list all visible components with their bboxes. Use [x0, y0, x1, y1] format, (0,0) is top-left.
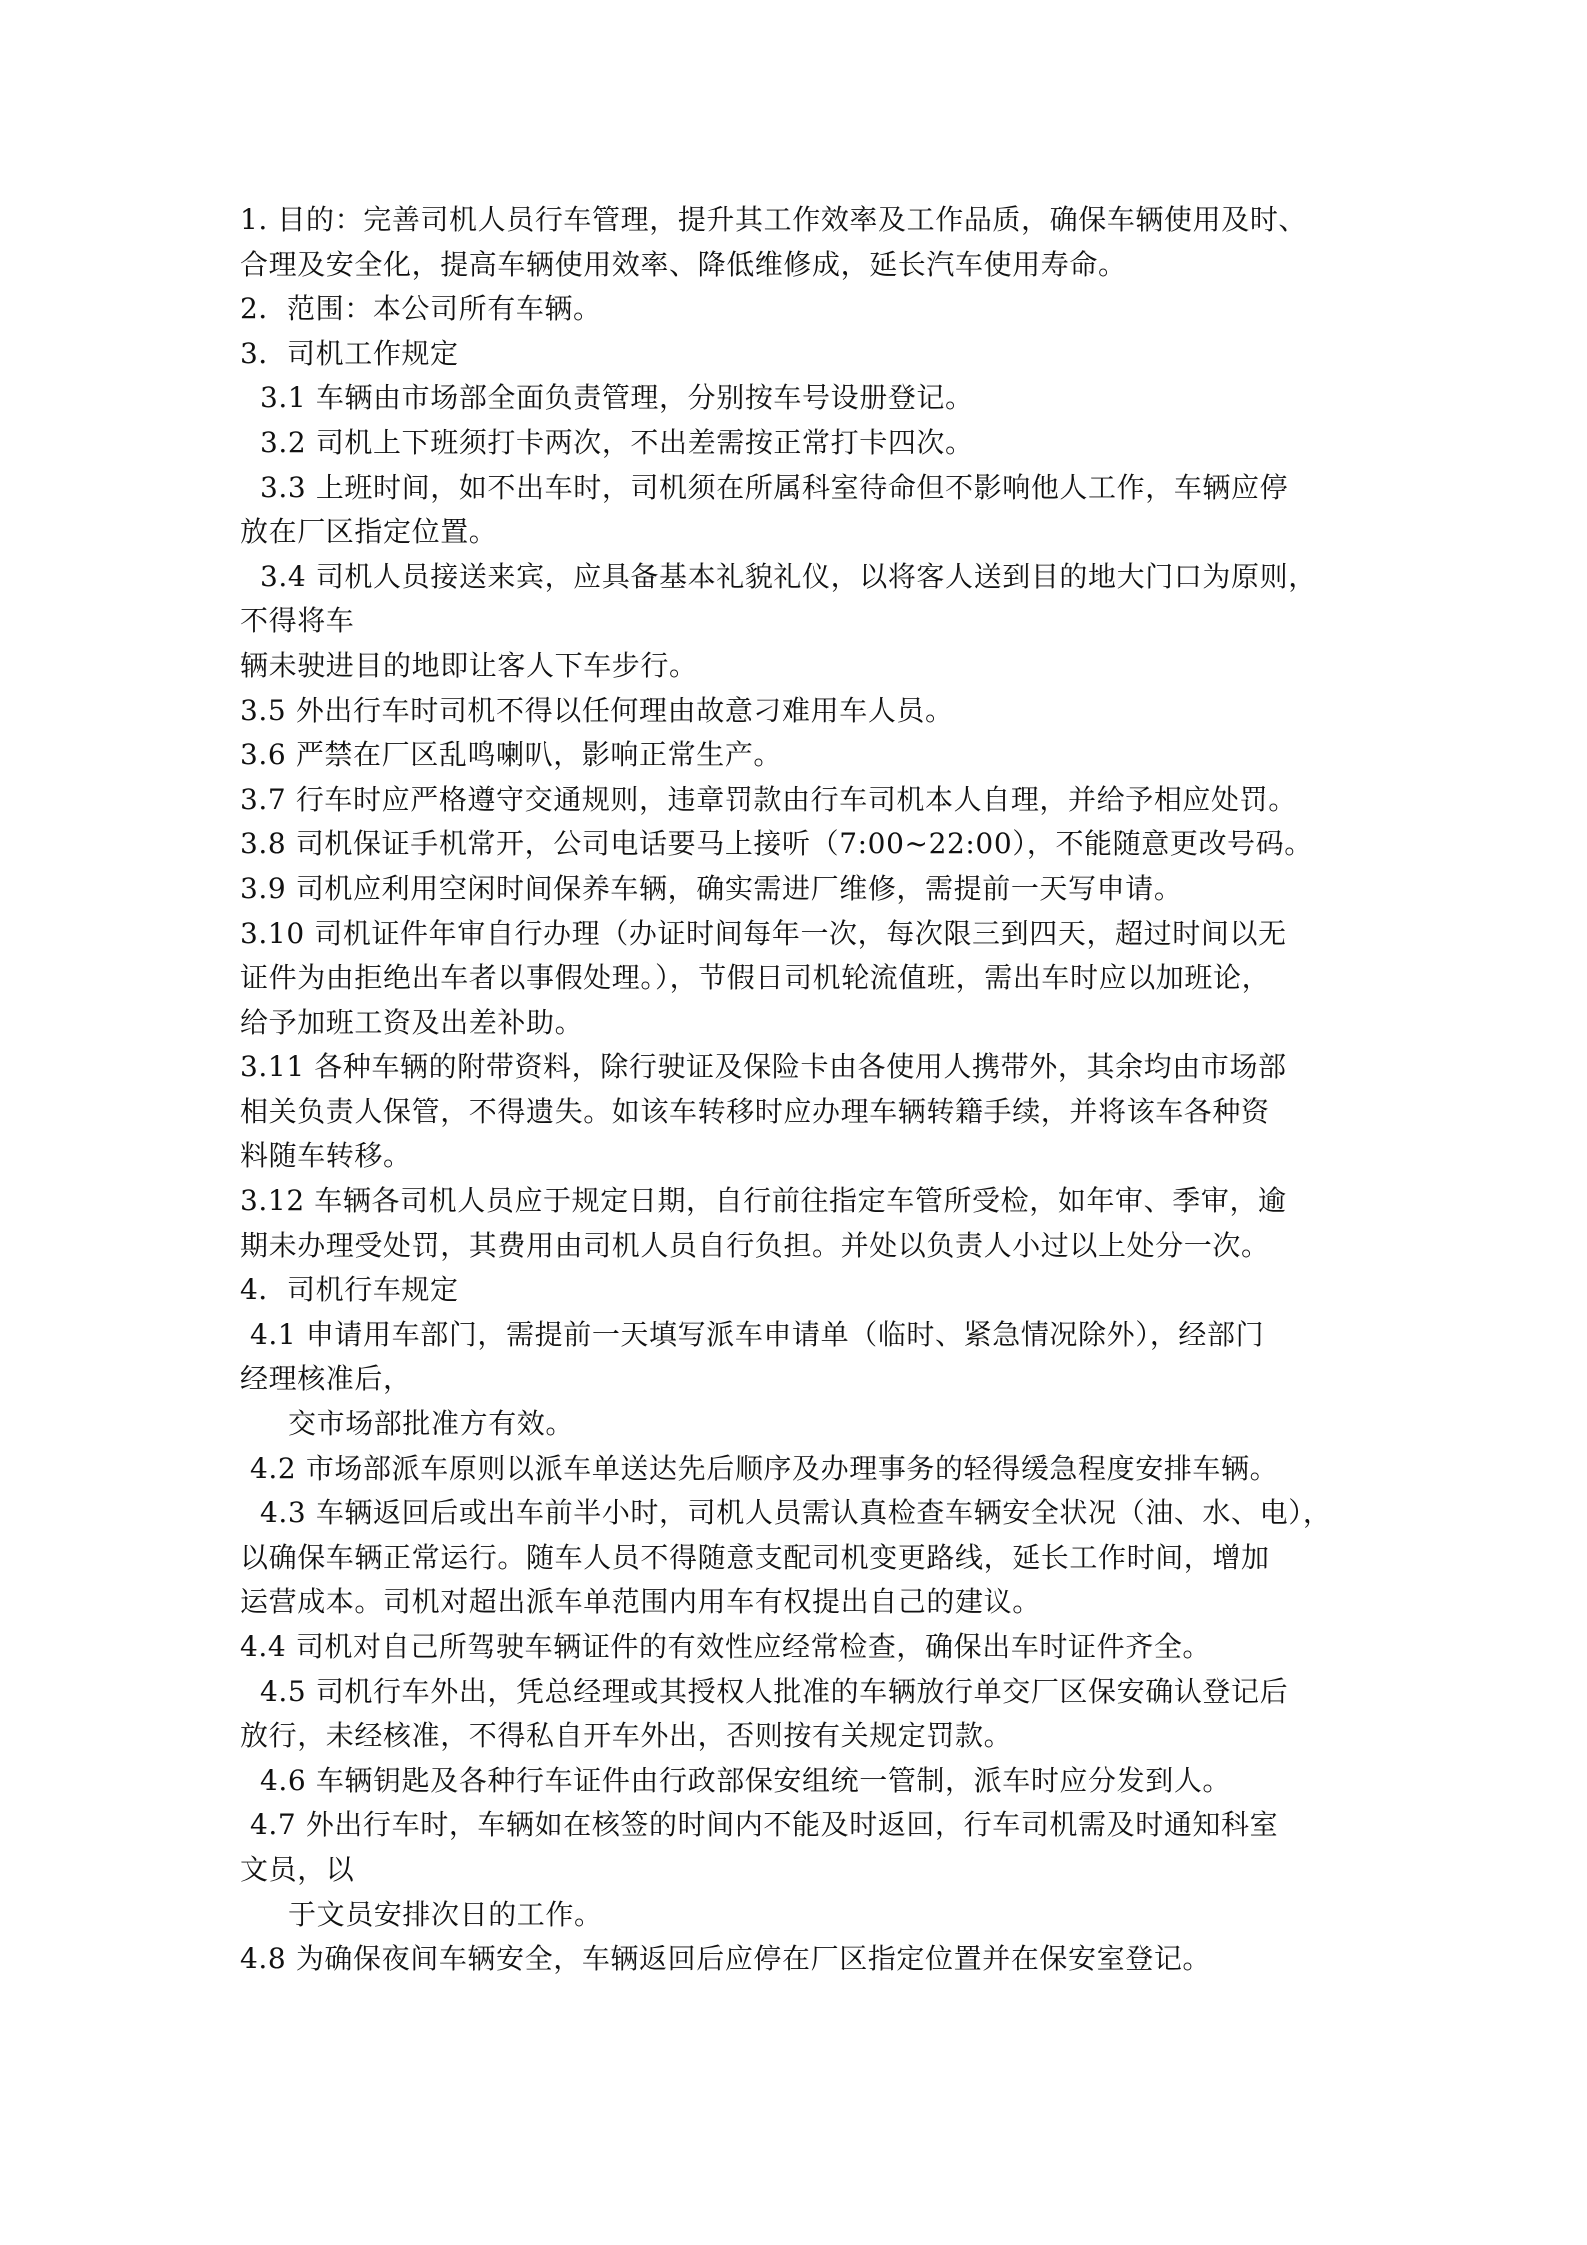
text-line: 放行，未经核准，不得私自开车外出，否则按有关规定罚款。	[240, 1719, 1013, 1753]
text-line: 辆未驶进目的地即让客人下车步行。	[240, 648, 698, 682]
text-line: 经理核准后，	[240, 1362, 412, 1396]
text-line: 4.5 司机行车外出，凭总经理或其授权人批准的车辆放行单交厂区保安确认登记后	[260, 1674, 1289, 1708]
text-line: 以确保车辆正常运行。随车人员不得随意支配司机变更路线，延长工作时间，增加	[240, 1540, 1270, 1574]
text-line: 4.3 车辆返回后或出车前半小时，司机人员需认真检查车辆安全状况（油、水、电），	[260, 1496, 1332, 1530]
text-line: 2．范围：本公司所有车辆。	[240, 292, 602, 326]
text-line: 合理及安全化，提高车辆使用效率、降低维修成，延长汽车使用寿命。	[240, 247, 1127, 281]
text-line: 证件为由拒绝出车者以事假处理。），节假日司机轮流值班，需出车时应以加班论，	[240, 961, 1271, 995]
text-line: 3.7 行车时应严格遵守交通规则，违章罚款由行车司机本人自理，并给予相应处罚。	[240, 782, 1297, 816]
text-line: 3.8 司机保证手机常开，公司电话要马上接听（7:00~22:00），不能随意更改号码。	[240, 827, 1313, 861]
text-line: 运营成本。司机对超出派车单范围内用车有权提出自己的建议。	[240, 1585, 1041, 1619]
text-line: 3.10 司机证件年审自行办理（办证时间每年一次，每次限三到四天，超过时间以无	[240, 916, 1287, 950]
text-line: 期未办理受处罚，其费用由司机人员自行负担。并处以负责人小过以上处分一次。	[240, 1228, 1270, 1262]
text-line: 相关负责人保管，不得遗失。如该车转移时应办理车辆转籍手续，并将该车各种资	[240, 1094, 1270, 1128]
text-line: 3.2 司机上下班须打卡两次，不出差需按正常打卡四次。	[260, 425, 974, 459]
text-line: 交市场部批准方有效。	[288, 1407, 575, 1441]
text-line: 3.12 车辆各司机人员应于规定日期，自行前往指定车管所受检，如年审、季审，逾	[240, 1184, 1287, 1218]
text-line: 料随车转移。	[240, 1139, 412, 1173]
text-line: 3.9 司机应利用空闲时间保养车辆，确实需进厂维修，需提前一天写申请。	[240, 871, 1183, 905]
text-line: 3.4 司机人员接送来宾，应具备基本礼貌礼仪，以将客人送到目的地大门口为原则，	[260, 559, 1317, 593]
text-line: 放在厂区指定位置。	[240, 515, 498, 549]
text-line: 4.1 申请用车部门，需提前一天填写派车申请单（临时、紧急情况除外），经部门	[250, 1317, 1265, 1351]
text-line: 1. 目的：完善司机人员行车管理，提升其工作效率及工作品质，确保车辆使用及时、	[240, 203, 1308, 236]
text-line: 4.8 为确保夜间车辆安全，车辆返回后应停在厂区指定位置并在保安室登记。	[240, 1942, 1212, 1976]
text-line: 4.6 车辆钥匙及各种行车证件由行政部保安组统一管制，派车时应分发到人。	[260, 1763, 1232, 1797]
text-line: 文员，以	[240, 1852, 355, 1886]
text-line: 4.4 司机对自己所驾驶车辆证件的有效性应经常检查，确保出车时证件齐全。	[240, 1630, 1212, 1663]
text-line: 4.2 市场部派车原则以派车单送达先后顺序及办理事务的轻得缓急程度安排车辆。	[250, 1451, 1279, 1485]
text-line: 3.5 外出行车时司机不得以任何理由故意刁难用车人员。	[240, 693, 954, 727]
text-line: 4．司机行车规定	[240, 1273, 459, 1307]
text-line: 4.7 外出行车时，车辆如在核签的时间内不能及时返回，行车司机需及时通知科室	[250, 1808, 1279, 1842]
text-line: 于文员安排次日的工作。	[288, 1897, 603, 1931]
text-line: 3.3 上班时间，如不出车时，司机须在所属科室待命但不影响他人工作，车辆应停	[260, 470, 1289, 504]
text-line: 3．司机工作规定	[240, 336, 459, 370]
text-line: 3.6 严禁在厂区乱鸣喇叭，影响正常生产。	[240, 738, 783, 772]
document-body	[240, 198, 1360, 1982]
text-line: 3.1 车辆由市场部全面负责管理，分别按车号设册登记。	[260, 381, 974, 415]
text-line: 3.11 各种车辆的附带资料，除行驶证及保险卡由各使用人携带外，其余均由市场部	[240, 1050, 1287, 1084]
text-line: 不得将车	[240, 604, 355, 638]
text-line: 给予加班工资及出差补助。	[240, 1005, 584, 1039]
